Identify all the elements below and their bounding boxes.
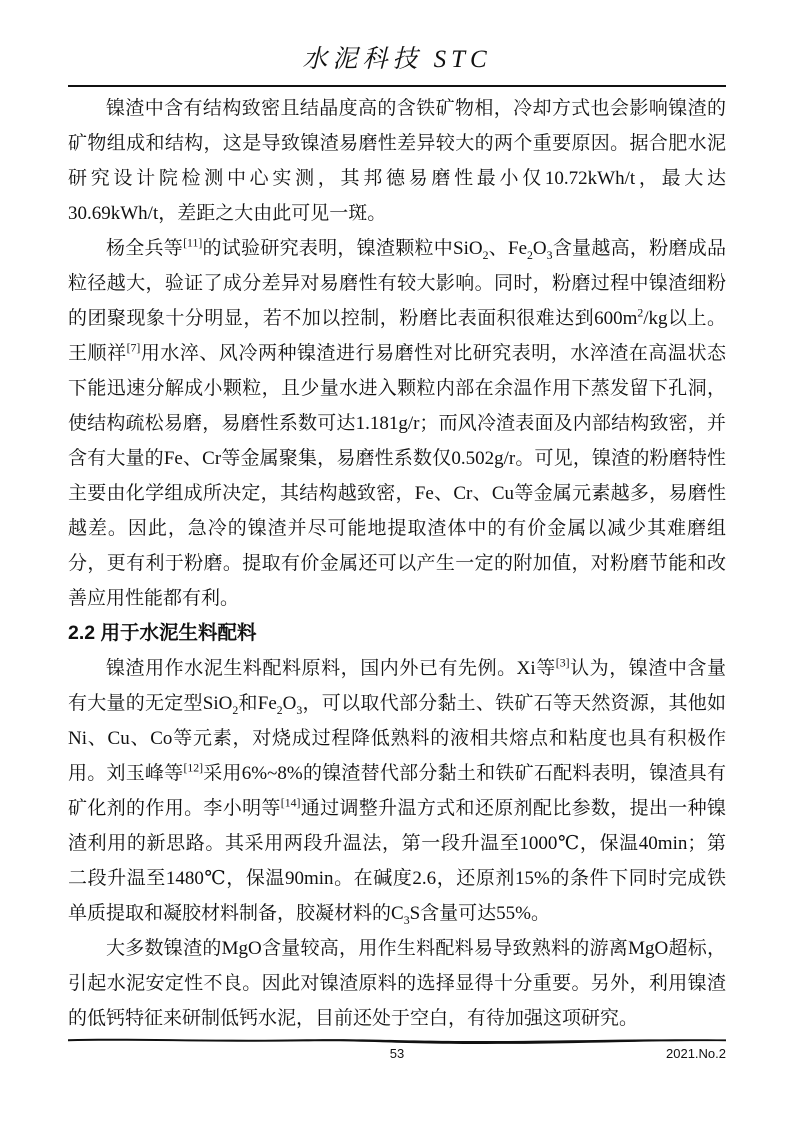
- paragraph: 大多数镍渣的MgO含量较高，用作生料配料易导致熟料的游离MgO超标，引起水泥安定性不良。因此对镍渣原料的选择显得十分重要。另外，利用镍渣的低钙特征来研制低钙水泥，目前还处于空白，有待加强这项研究。: [68, 938, 726, 1029]
- header-rule: [68, 85, 726, 87]
- article-body: [68, 91, 726, 1036]
- section-heading: 2.2 用于水泥生料配料: [68, 622, 257, 644]
- paragraph: 镍渣中含有结构致密且结晶度高的含铁矿物相，冷却方式也会影响镍渣的矿物组成和结构，这是导致镍渣易磨性差异较大的两个重要原因。据合肥水泥研究设计院检测中心实测，其邦德易磨性最小仅10.72kWh/t，最大达30.69kWh/t，差距之大由此可见一斑。: [68, 98, 726, 224]
- page-content: [68, 0, 726, 1036]
- paragraph: 杨全兵等[11]的试验研究表明，镍渣颗粒中SiO$_2$、$Fe_2O_3$含量越高，粉磨成品粒径越大，验证了成分差异对易磨性有较大影响。同时，粉磨过程中镍渣细粉的团聚现象十分明显，若不加以控制，粉磨比表面积很难达到$600m^2/kg$以上。王顺祥[7]用水淬、风冷两种镍渣进行易磨性对比研究表明，水淬渣在高温状态下能迅速分解成小颗粒，且少量水进入颗粒内部在余温作用下蒸发留下孔洞，使结构疏松易磨，易磨性系数可达1.181g/r；而风冷渣表面及内部结构致密，并含有大量的Fe、Cr等金属聚集，易磨性系数仅0.502g/r。可见，镍渣的粉磨特性主要由化学组成所决定，其结构越致密，Fe、Cr、Cu等金属元素越多，易磨性越差。因此，急冷的镍渣并尽可能地提取渣体中的有价金属以减少其难磨组分，更有利于粉磨。提取有价金属还可以产生一定的附加值，对粉磨节能和改善应用性能都有利。: [68, 236, 726, 609]
- footer-row: [68, 1046, 726, 1066]
- page-footer: [68, 1036, 726, 1066]
- issue-number: 2021.No.2: [666, 1046, 726, 1061]
- page-header: [68, 0, 726, 87]
- journal-title: 水泥科技 STC: [302, 46, 492, 73]
- footer-rule: [68, 1036, 726, 1045]
- page-number: 53: [389, 1046, 405, 1061]
- paragraph: 镍渣用作水泥生料配料原料，国内外已有先例。Xi等[3]认为，镍渣中含量有大量的无定型SiO$_2$和$Fe_2O_3$，可以取代部分黏土、铁矿石等天然资源，其他如Ni、Cu、Co等元素，对烧成过程降低熟料的液相共熔点和粘度也具有积极作用。刘玉峰等[12]采用6%~8%的镍渣替代部分黏土和铁矿石配料表明，镍渣具有矿化剂的作用。李小明等[14]通过调整升温方式和还原剂配比参数，提出一种镍渣利用的新思路。其采用两段升温法，第一段升温至1000℃，保温40min；第二段升温至1480℃，保温90min。在碱度2.6，还原剂15%的条件下同时完成铁单质提取和凝胶材料制备，胶凝材料的$C_3S$含量可达55%。: [68, 656, 726, 927]
